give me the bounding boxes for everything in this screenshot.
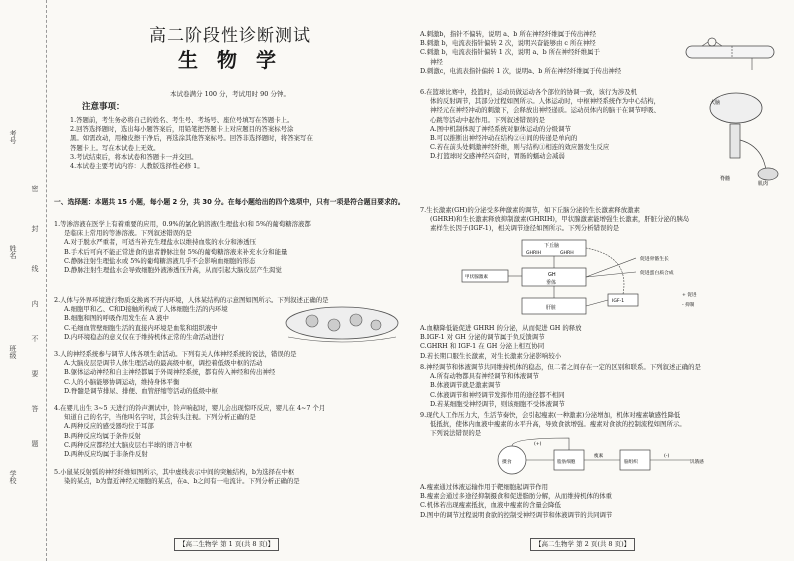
- q7-option-b: B.IGF-1 对 GH 分泌的调节属于负反馈调节: [420, 333, 545, 342]
- q3-option-b: B.躯体运动神经和自主神经都属于外周神经系统，都有传入神经和传出神经: [64, 368, 276, 377]
- q5-option-a: A.刺激b，指针不偏转，说明 a、b 所在神经纤维属于传出神经: [420, 30, 597, 38]
- q9-fig-leptin: 瘦素: [594, 454, 604, 459]
- q7-option-d: D.若长期口服生长激素，对生长激素分泌影响较小: [420, 351, 562, 360]
- q5-option-d: D.刺激c，电流表指针偏转 1 次，说明a、b 所在神经纤维属于传出神经: [420, 66, 622, 75]
- q7-fig-ghrih: GHRIH: [526, 251, 542, 256]
- q1-option-b: B.手术后可向不能正常进食的患者静脉注射 5%的葡萄糖溶液来补充水分和能量: [64, 247, 288, 256]
- q2-option-d: D.内环境稳态的意义仅在于维持机体正常的生命活动进行: [64, 332, 225, 341]
- q7-line: 素样生长因子(IGF-1)，相关调节途径如图所示。下列分析错误的是: [430, 224, 620, 233]
- q6-fig-label: 大脑: [710, 100, 721, 106]
- q7-fig-liver: 肝脏: [546, 305, 557, 311]
- section1-heading: 一、选择题：本题共 15 小题，每小题 2 分，共 30 分。在每小题给出的四个选项中，只有一项是符合题目要求的。: [54, 198, 405, 206]
- notice-line: 1.答题前，考生务必将自己的姓名、考生号、考场号、座位号填写在答题卡上。: [70, 116, 294, 124]
- seal-char: 线: [31, 265, 39, 278]
- q1-option-a: A.对于脱水严重者，可适当补充生理盐水以维持血浆的水分和渗透压: [64, 238, 256, 247]
- notice-line: 答题卡上。写在本试卷上无效。: [70, 143, 160, 152]
- page-footer-2: 【高二生物学 第 2 页(共 8 页)】: [530, 538, 635, 551]
- left-column: [54, 0, 406, 561]
- q4-line: 知道自己的名字，当他叫名字时，其会转头注视。下列分析正确的是: [64, 413, 256, 422]
- q3-option-c: C.人的小脑能够协调运动，维持身体平衡: [64, 377, 180, 386]
- question-3: [54, 350, 406, 396]
- q9-option-c: C.机体若出现瘦素抵抗，血液中瘦素的含量会降低: [420, 501, 561, 510]
- question-9: [420, 411, 782, 439]
- seal-char: 答: [31, 405, 39, 418]
- q2-option-a: A.细胞甲和乙、C和D接触所构成了人体细胞生活的内环境: [64, 305, 228, 314]
- q6-line: 6.在篮球比赛中，投篮时，运动员做运动各个部位的协调一致，该行为涉及机: [420, 88, 637, 96]
- q1-option-d: D.静脉注射生理盐水会导致细胞外液渗透压升高，从而引起大脑皮层产生渴觉: [64, 266, 282, 275]
- q5-nerve-figure: [682, 36, 778, 76]
- q7-fig-igf1: IGF-1: [612, 299, 625, 304]
- right-column: [420, 0, 782, 561]
- q2-option-c: C.毛细血管壁细胞生活的直接内环境是血浆和组织液中: [64, 323, 218, 332]
- seal-char: 封: [31, 225, 39, 238]
- question-1: [54, 220, 406, 275]
- question-7: [420, 206, 782, 234]
- exam-note: 本试卷满分 100 分，考试用时 90 分钟。: [170, 90, 290, 98]
- q7-option-c: C.GHRH 和 IGF-1 在 GH 分泌上相互协同: [420, 342, 545, 351]
- q9-options: [420, 483, 782, 520]
- q9-line: 下列说法错误的是: [430, 429, 482, 438]
- q4-option-d: D.两种反应均属于非条件反射: [64, 450, 148, 459]
- q6-option-a: A.图中机制体现了神经系统对躯体运动的分级调节: [430, 124, 571, 133]
- margin-label-class: 班级: [9, 345, 17, 359]
- q7-fig-hypothalamus: 下丘脑: [544, 243, 560, 249]
- q5-option-c: C.刺激 b，电流表指针偏转 1 次，说明 a、b 所在神经纤维属于: [420, 48, 600, 57]
- q9-option-b: B.瘦素会通过多途径抑制摄食和促进脂肪分解，从而维持机体的体重: [420, 492, 613, 501]
- q7-fig-legend-minus: - 抑制: [682, 303, 695, 308]
- q6-line: 神经元在神经冲动的刺激下，会释放出神经递质。运动员体内的脑干在调节呼吸、: [430, 106, 661, 115]
- q5-option-b: B.刺激 b，电流表指针偏转 2 次，说明兴奋能够由 c 所在神经: [420, 39, 596, 48]
- margin-label-id: 考号: [9, 130, 17, 144]
- q7-options: [420, 324, 782, 361]
- q2-line: 2.人体与外界环境进行物质交换离不开内环境，人体某结构的示意图如图所示。下列叙述正确的是: [54, 296, 329, 304]
- q9-line: 低抵抗，使体内血液中瘦素的水平升高，导致食欲增强。瘦素对食欲的控制流程如图所示。: [430, 420, 686, 429]
- q6-option-d: D.打篮球时交感神经兴奋时，胃肠的蠕动会减弱: [430, 152, 565, 161]
- q9-option-a: A.瘦素通过体液运输作用于靶细胞起调节作用: [420, 483, 549, 491]
- q7-option-a: A.血糖降低能促进 GHRH 的分泌，从而促进 GH 的释放: [420, 324, 582, 332]
- q6-option-b: B.可以推断出神经冲动在结构②④间的传递是单向的: [430, 134, 578, 143]
- q7-fig-thyroid: 甲状腺激素: [465, 275, 488, 280]
- exam-subject: 生 物 学: [178, 48, 282, 72]
- q6-reflex-figure: [700, 90, 782, 186]
- margin-label-school: 学校: [9, 470, 17, 484]
- q3-option-a: A.大脑皮层是调节人体生理活动的最高级中枢，调控着低级中枢的活动: [64, 359, 263, 368]
- q7-line: (GHRH)和生长激素释放抑制激素(GHRIH)，甲状腺激素能增强生长激素，肝脏分泌的胰岛: [430, 215, 690, 224]
- q1-line: 是临床上常用的等渗溶液。下列叙述错误的是: [64, 229, 192, 238]
- q8-option-d: D.若某细胞受神经调节，则该细胞不受体液调节: [430, 399, 565, 408]
- q1-line: 1.等渗溶液在医学上有着重要的应用，0.9%的氯化钠溶液(生理盐水)和 5%的葡萄糖溶液都: [54, 220, 311, 228]
- q5-line: 染的某点，b为靠近神经元细胞的某点，在a、b之间有一电流计。下列分析正确的是: [64, 477, 300, 486]
- q5-options: [420, 30, 670, 76]
- notice-heading: 注意事项：: [82, 102, 125, 112]
- q6-fig-label: 脊髓: [720, 176, 731, 182]
- q9-line: 9.现代人工作压力大，生活节奏快，会引起瘦素(一种激素)分泌增加，机体对瘦素敏感性降低: [420, 411, 681, 419]
- question-4: [54, 404, 406, 459]
- q9-fig-hunger: 饥饿感: [690, 460, 704, 465]
- q7-line: 7.生长激素(GH)的分泌受多种激素的调节，如下丘脑分泌的生长激素释放激素: [420, 206, 640, 214]
- q6-fig-label: 肌肉: [758, 181, 769, 186]
- q7-hormone-figure: [460, 236, 730, 320]
- seal-char: 题: [31, 440, 39, 453]
- question-8: [420, 363, 782, 409]
- q2-tissue-figure: [282, 303, 402, 343]
- q7-fig-gh: GH: [548, 272, 556, 278]
- q3-option-d: D.脊髓是调节排尿、排便、血管舒缩等活动的低级中枢: [64, 386, 218, 395]
- q7-fig-effect1: 促进骨骼生长: [640, 257, 669, 262]
- q4-option-a: A.两种反应的感受器均位于耳部: [64, 422, 154, 431]
- q9-fig-fat: 脂肪细胞: [557, 460, 576, 465]
- q4-option-b: B.两种反应均属于条件反射: [64, 431, 142, 440]
- seal-char: 不: [31, 335, 39, 348]
- page-footer-1: 【高二生物学 第 1 页(共 8 页)】: [174, 538, 279, 551]
- q9-fig-plus: (+): [534, 442, 542, 447]
- notice-line: 3.考试结束后，将本试卷和答题卡一并交回。: [70, 152, 198, 161]
- seal-char: 要: [31, 370, 39, 383]
- q5-line: 5.小鼠某反射弧的神经纤维如图所示，其中虚线表示中间的突触结构，b为选择在中枢: [54, 468, 295, 476]
- q4-line: 4.在婴儿出生 3~5 天进行的铃声测试中，铃声响起时，婴儿会出现惊吓反应，婴儿在 4~7 个月: [54, 404, 326, 412]
- q9-leptin-figure: [490, 436, 720, 480]
- q7-fig-ghrh: GHRH: [560, 251, 574, 256]
- notice-line: 2.回答选择题时，选出每小题答案后，用铅笔把答题卡上对应题目的答案标号涂: [70, 125, 294, 134]
- notice-line: 黑。如需改动，用橡皮擦干净后，再选涂其他答案标号。回答非选择题时，将答案写在: [70, 134, 313, 143]
- seal-char: 密: [31, 185, 39, 198]
- seal-char: 内: [31, 300, 39, 313]
- exam-title: 高二阶段性诊断测试: [149, 26, 311, 46]
- notice-line: 4.本试卷主要考试内容：人教版选择性必修 1。: [70, 162, 204, 171]
- q7-fig-effect2: 促进蛋白质合成: [640, 271, 674, 276]
- q9-fig-brain: 脑组织: [624, 460, 638, 465]
- q8-line: 8.神经调节和体液调节共同维持机体的稳态，但二者之间存在一定的区别和联系。下列叙述正确的是: [420, 363, 701, 371]
- q1-option-c: C.静脉注射生理盐水或 5%的葡萄糖溶液几乎不会影响血细胞的形态: [64, 256, 256, 265]
- q8-option-b: B.体液调节就是激素调节: [430, 381, 501, 390]
- q9-fig-minus: (-): [664, 454, 670, 459]
- question-5: [54, 468, 406, 486]
- q9-option-d: D.图中的调节过程说明食欲的控制受神经调节和体液调节的共同调节: [420, 510, 613, 519]
- q6-option-c: C.若在前头处刺激神经纤维，则与结构①相连的效应器发生反应: [430, 143, 610, 152]
- q2-option-b: B.细胞和图的呼吸作用发生在 A 液中: [64, 314, 169, 323]
- margin-label-name: 姓名: [9, 245, 17, 259]
- q7-fig-pituitary: 垂体: [546, 280, 557, 286]
- q5-option-c-cont: 神经: [430, 57, 443, 66]
- q4-option-c: C.两种反应都经过大脑皮层右半球的语言中枢: [64, 440, 193, 449]
- q6-line: 心跳等活动中起作用。下列叙述错误的是: [430, 115, 546, 124]
- question-6: [420, 88, 695, 162]
- q9-fig-food: 摄食: [502, 460, 512, 465]
- q7-fig-legend-plus: + 促进: [682, 293, 697, 298]
- binding-margin: [0, 0, 47, 561]
- q8-option-a: A.所有动物都具有神经调节和体液调节: [430, 372, 539, 381]
- q3-line: 3.人的神经系统参与调节人体各项生命活动。下列有关人体神经系统的说法，错误的是: [54, 350, 297, 358]
- q6-line: 体的反射调节，其部分过程如图所示。人体运动时，中枢神经系统作为中心结构，: [430, 97, 661, 106]
- q8-option-c: C.体液调节和神经调节发挥作用的途径都不相同: [430, 390, 565, 399]
- notice-list: [54, 116, 406, 171]
